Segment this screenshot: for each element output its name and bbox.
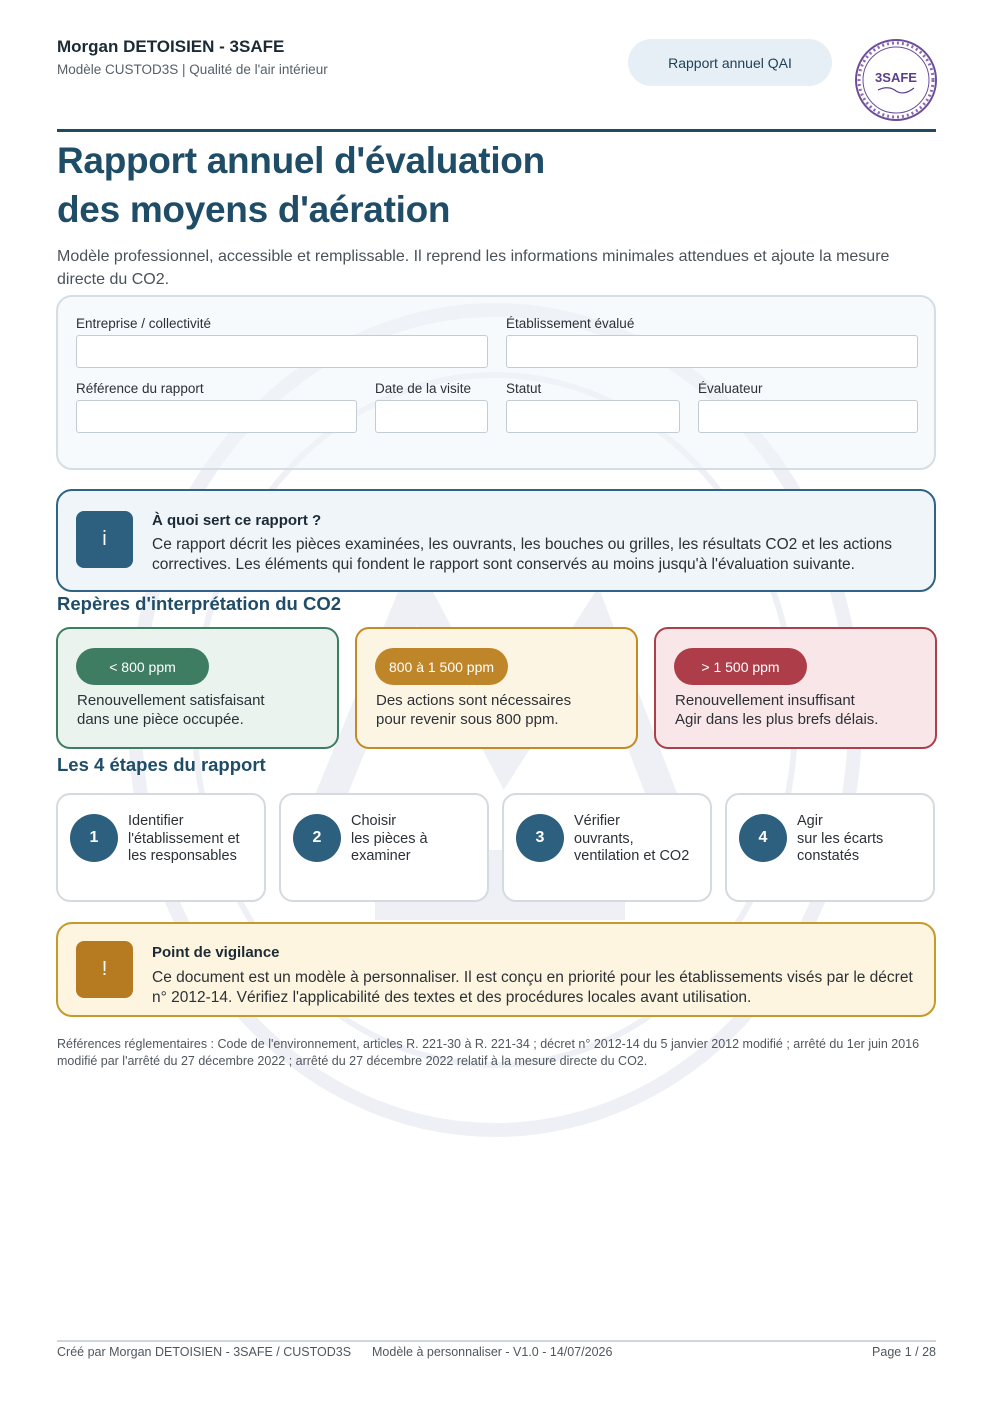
co2-level-card-good [56, 627, 339, 749]
status-label: Statut [506, 381, 542, 396]
report-reference-field[interactable] [76, 400, 357, 433]
step-line: les pièces à [351, 830, 428, 847]
co2-level-description [376, 691, 626, 729]
step-line: examiner [351, 848, 411, 864]
3safe-seal-logo-icon [854, 38, 938, 122]
footer-page-number: Page 1 / 28 [872, 1345, 936, 1359]
step-line: Vérifier [574, 813, 620, 829]
co2-level-card-high [654, 627, 937, 749]
co2-description-line: pour revenir sous 800 ppm. [376, 711, 559, 728]
step-number-badge: 2 [293, 814, 341, 862]
co2-level-description [675, 691, 925, 729]
co2-section-title: Repères d'interprétation du CO2 [57, 593, 342, 614]
step-number-badge: 1 [70, 814, 118, 862]
warning-icon: ! [76, 941, 133, 998]
title-line-2: des moyens d'aération [57, 189, 451, 230]
steps-section-title: Les 4 étapes du rapport [57, 754, 266, 775]
title-line-1: Rapport annuel d'évaluation [57, 140, 545, 181]
step-description [797, 813, 931, 866]
report-reference-label: Référence du rapport [76, 381, 204, 396]
vigilance-title: Point de vigilance [152, 944, 280, 961]
co2-description-line: Agir dans les plus brefs délais. [675, 711, 879, 728]
page-header [57, 36, 936, 132]
status-field[interactable] [506, 400, 680, 433]
page-title [57, 136, 877, 234]
author-name: Morgan DETOISIEN - 3SAFE [57, 37, 285, 56]
step-description [128, 813, 262, 866]
co2-level-description [77, 691, 327, 729]
vigilance-text: Ce document est un modèle à personnaliser. Il est conçu en priorité pour les établissements visés par le décret n° 2012-14. Vérifiez l'applicabilité des textes et des procédures locales avant utilisation. [152, 969, 913, 1006]
vigilance-callout [56, 922, 936, 1017]
regulatory-references: Références réglementaires : Code de l'environnement, articles R. 221-30 à R. 221-34 ; décret n° 2012-14 du 5 janvier 2012 modifié ; arrêté du 1er juin 2016 modifié par l'arrêté du 27 décembre 2022 ; arrêté du 27 décembre 2022 relatif à la mesure directe du CO2. [57, 1037, 920, 1068]
co2-level-badge: > 1 500 ppm [674, 648, 807, 685]
co2-description-line: dans une pièce occupée. [77, 711, 244, 728]
step-line: les responsables [128, 848, 237, 864]
step-card-3 [502, 793, 712, 902]
visit-date-field[interactable] [375, 400, 488, 433]
info-icon: i [76, 511, 133, 568]
step-line: l'établissement et [128, 830, 240, 847]
step-line: ventilation et CO2 [574, 848, 690, 864]
footer-divider [57, 1340, 936, 1342]
step-line: constatés [797, 848, 860, 864]
report-purpose-callout [56, 489, 936, 592]
co2-level-badge: < 800 ppm [76, 648, 209, 685]
step-description [351, 813, 485, 866]
co2-level-card-medium [355, 627, 638, 749]
step-number-badge: 3 [516, 814, 564, 862]
footer-created-by: Créé par Morgan DETOISIEN - 3SAFE / CUSTOD3S [57, 1345, 352, 1359]
step-number-badge: 4 [739, 814, 787, 862]
co2-description-line: Renouvellement satisfaisant [77, 692, 265, 709]
step-line: sur les écarts [797, 830, 884, 847]
co2-description-line: Renouvellement insuffisant [675, 692, 855, 709]
seal-brand-text: 3SAFE [875, 70, 917, 85]
step-card-2 [279, 793, 489, 902]
visit-date-label: Date de la visite [375, 381, 472, 396]
step-card-4 [725, 793, 935, 902]
step-card-1 [56, 793, 266, 902]
step-line: Identifier [128, 813, 184, 829]
evaluator-field[interactable] [698, 400, 918, 433]
company-label: Entreprise / collectivité [76, 316, 212, 331]
step-description [574, 813, 708, 866]
model-subtitle: Modèle CUSTOD3S | Qualité de l'air intérieur [57, 62, 328, 77]
purpose-title: À quoi sert ce rapport ? [152, 512, 322, 529]
report-identification-form [56, 295, 936, 470]
establishment-field[interactable] [506, 335, 918, 368]
establishment-label: Établissement évalué [506, 316, 635, 331]
intro-paragraph: Modèle professionnel, accessible et remplissable. Il reprend les informations minimales attendues et ajoute la mesure directe du CO2. [57, 248, 890, 288]
company-field[interactable] [76, 335, 488, 368]
step-line: Choisir [351, 813, 397, 829]
evaluator-label: Évaluateur [698, 381, 763, 396]
report-type-badge: Rapport annuel QAI [628, 39, 832, 86]
step-line: ouvrants, [574, 830, 634, 847]
step-line: Agir [797, 813, 823, 829]
purpose-text: Ce rapport décrit les pièces examinées, les ouvrants, les bouches ou grilles, les résultats CO2 et les actions correctives. Les éléments qui fondent le rapport sont conservés au moins jusqu'à l'évaluation suivante. [152, 536, 893, 573]
header-divider [57, 129, 936, 132]
footer-version: Modèle à personnaliser - V1.0 - 14/07/2026 [372, 1345, 613, 1359]
co2-description-line: Des actions sont nécessaires [376, 692, 572, 709]
co2-level-badge: 800 à 1 500 ppm [375, 648, 508, 685]
